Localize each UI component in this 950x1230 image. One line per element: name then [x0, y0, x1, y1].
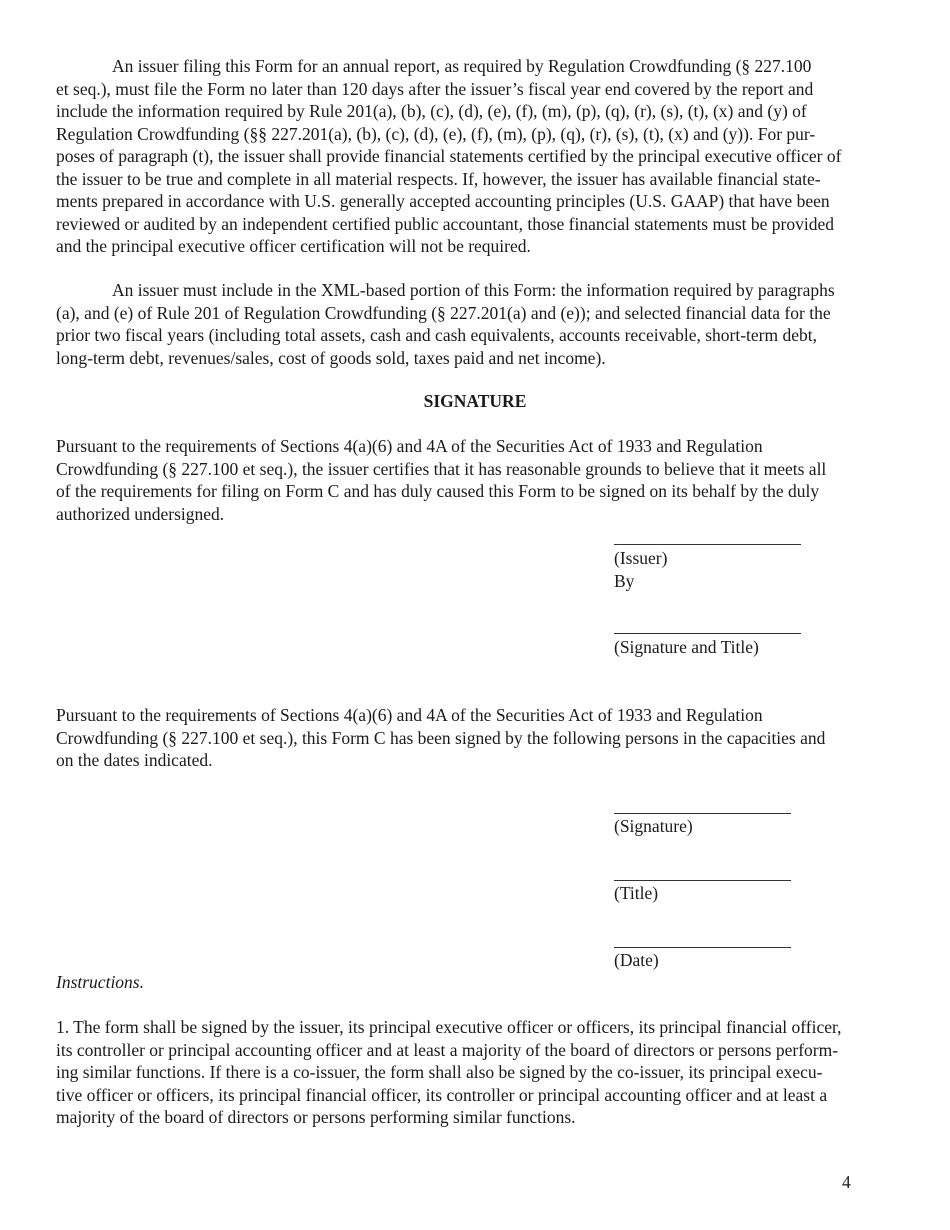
text-line: include the information required by Rule 201(a), (b), (c), (d), (e), (f), (m), (p), (q), (r), (s), (t), (x) and (y) of [56, 101, 807, 121]
persons-signature-paragraph [56, 704, 894, 772]
text-line: and the principal executive officer certification will not be required. [56, 236, 531, 256]
signature-line [614, 813, 791, 814]
text-line: Regulation Crowdfunding (§§ 227.201(a), (b), (c), (d), (e), (f), (m), (p), (q), (r), (s), (t), (x) and (y)). For pur- [56, 123, 816, 144]
text-line: long-term debt, revenues/sales, cost of goods sold, taxes paid and net income). [56, 347, 606, 368]
text-line: of the requirements for filing on Form C and has duly caused this Form to be signed on its behalf by the duly [56, 481, 820, 501]
text-line: ing similar functions. If there is a co-issuer, the form shall also be signed by the co-issuer, its principal execu- [56, 1062, 823, 1082]
text-line: ments prepared in accordance with U.S. generally accepted accounting principles (U.S. GAAP) that have been [56, 191, 830, 211]
text-line: An issuer filing this Form for an annual report, as required by Regulation Crowdfunding (§ 227.100 [112, 56, 812, 76]
signature-label: (Signature) [614, 816, 693, 836]
title-line [614, 880, 791, 881]
text-line: Pursuant to the requirements of Sections 4(a)(6) and 4A of the Securities Act of 1933 and Regulation [56, 705, 763, 725]
text-line: Crowdfunding (§ 227.100 et seq.), this Form C has been signed by the following persons in the capacities and [56, 727, 826, 748]
title-label: (Title) [614, 883, 659, 903]
text-line: authorized undersigned. [56, 503, 225, 524]
issuer-certification-paragraph [56, 435, 894, 525]
text-line: et seq.), must file the Form no later than 120 days after the issuer’s fiscal year end covered by the report and [56, 78, 814, 99]
text-line: Pursuant to the requirements of Sections 4(a)(6) and 4A of the Securities Act of 1933 and Regulation [56, 436, 763, 456]
text-line: the issuer to be true and complete in all material respects. If, however, the issuer has available financial state- [56, 168, 821, 189]
text-line: tive officer or officers, its principal financial officer, its controller or principal accounting officer and at least a [56, 1084, 828, 1105]
annual-report-paragraph [56, 55, 894, 258]
text-line: Crowdfunding (§ 227.100 et seq.), the issuer certifies that it has reasonable grounds to believe that it meets all [56, 458, 827, 479]
text-line: 1. The form shall be signed by the issuer, its principal executive officer or officers, its principal financial officer, [56, 1017, 842, 1037]
text-line: prior two fiscal years (including total assets, cash and cash equivalents, accounts receivable, short-term debt, [56, 325, 817, 345]
issuer-label: (Issuer) [614, 548, 668, 568]
instruction-item-1 [56, 1016, 894, 1129]
text-line: reviewed or audited by an independent certified public accountant, those financial statements must be provided [56, 213, 834, 234]
page-number: 4 [842, 1172, 851, 1192]
date-line [614, 947, 791, 948]
signature-and-title-line [614, 633, 801, 634]
text-line: on the dates indicated. [56, 750, 213, 770]
date-label: (Date) [614, 950, 659, 970]
signature-and-title-label: (Signature and Title) [614, 637, 759, 657]
instructions-heading: Instructions. [56, 972, 144, 992]
signature-heading: SIGNATURE [423, 391, 527, 411]
xml-portion-paragraph [56, 279, 894, 369]
issuer-signature-line [614, 544, 801, 545]
text-line: An issuer must include in the XML-based portion of this Form: the information required by paragraphs [112, 280, 835, 300]
by-label: By [614, 571, 635, 591]
text-line: its controller or principal accounting officer and at least a majority of the board of directors or persons perform- [56, 1039, 839, 1060]
text-line: poses of paragraph (t), the issuer shall provide financial statements certified by the principal executive officer of [56, 146, 842, 166]
text-line: (a), and (e) of Rule 201 of Regulation Crowdfunding (§ 227.201(a) and (e)); and selected financial data for the [56, 302, 831, 323]
text-line: majority of the board of directors or persons performing similar functions. [56, 1107, 576, 1127]
